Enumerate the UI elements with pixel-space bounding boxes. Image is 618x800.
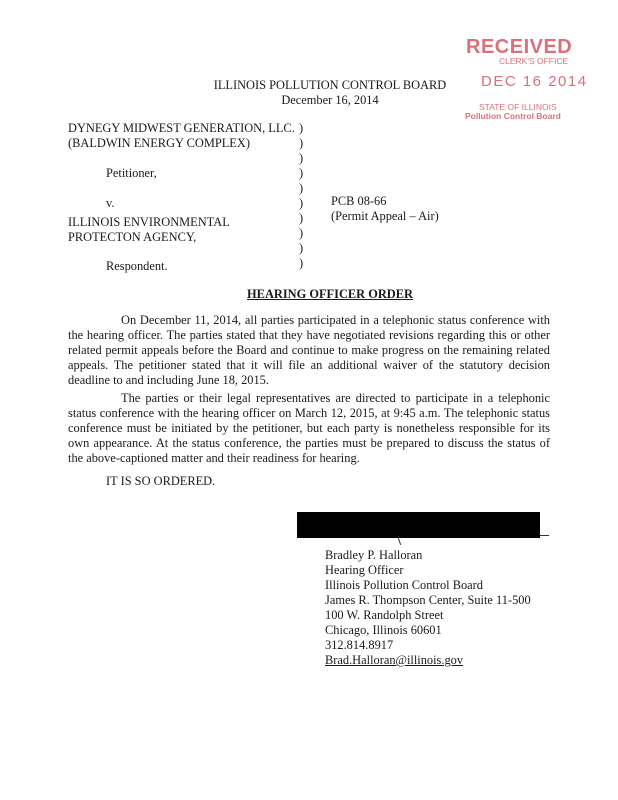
petitioner-role: Petitioner, <box>106 166 157 180</box>
signer-organization: Illinois Pollution Control Board <box>325 578 483 592</box>
paragraph-2-text: The parties or their legal representatives are directed to participate in a telephonic status conference with the hearing officer on March 12, 2015, at 9:45 a.m. The telephonic status conference must be initiated by the petitioner, but each party is nonetheless responsible for its own appearance. At the status conference, the parties must be prepared to discuss the status of the above-captioned matter and their readiness for hearing. <box>68 391 550 465</box>
paren: ) <box>299 211 304 225</box>
paren: ) <box>299 121 304 135</box>
paragraph-1-text: On December 11, 2014, all parties participated in a telephonic status conference with the hearing officer. The parties stated that they have negotiated revisions regarding this or other related permit appeals before the Board and continue to make progress on the remaining related appeals. The petitioner stated that it will file an additional waiver of the statutory decision deadline to and including June 18, 2015. <box>68 313 550 387</box>
paren: ) <box>299 256 304 270</box>
order-title: HEARING OFFICER ORDER <box>247 287 413 301</box>
signer-address-line1: James R. Thompson Center, Suite 11-500 <box>325 593 531 607</box>
signer-address-line2: 100 W. Randolph Street <box>325 608 444 622</box>
agency-heading: ILLINOIS POLLUTION CONTROL BOARD <box>213 78 447 92</box>
signer-name: Bradley P. Halloran <box>325 548 423 562</box>
received-stamp-board: Pollution Control Board <box>465 111 561 121</box>
order-date: December 16, 2014 <box>281 93 379 107</box>
closing-statement: IT IS SO ORDERED. <box>106 474 216 488</box>
signature-line <box>540 535 549 536</box>
paren: ) <box>299 196 304 210</box>
respondent-name-line1: ILLINOIS ENVIRONMENTAL <box>68 215 230 229</box>
signer-phone: 312.814.8917 <box>325 638 394 652</box>
paren: ) <box>299 241 304 255</box>
paren: ) <box>299 136 304 150</box>
petitioner-name-line1: DYNEGY MIDWEST GENERATION, LLC. <box>68 121 295 135</box>
versus-label: v. <box>106 196 115 210</box>
received-stamp-office: CLERK'S OFFICE <box>499 56 569 66</box>
signature-tick <box>398 538 401 545</box>
caption-parentheses <box>299 121 307 271</box>
order-paragraph-2 <box>68 391 550 466</box>
respondent-role: Respondent. <box>106 259 168 273</box>
received-stamp-state: STATE OF ILLINOIS <box>479 102 557 112</box>
case-number: PCB 08-66 <box>331 194 387 208</box>
respondent-name-line2: PROTECTON AGENCY, <box>68 230 197 244</box>
signer-title: Hearing Officer <box>325 563 404 577</box>
paren: ) <box>299 181 304 195</box>
received-stamp-date: DEC 16 2014 <box>481 73 588 90</box>
paren: ) <box>299 151 304 165</box>
paren: ) <box>299 166 304 180</box>
case-type: (Permit Appeal – Air) <box>331 209 439 223</box>
received-stamp-title: RECEIVED <box>466 36 573 58</box>
signer-city: Chicago, Illinois 60601 <box>325 623 442 637</box>
signer-email-link[interactable]: Brad.Halloran@illinois.gov <box>325 653 464 667</box>
redacted-signature <box>297 512 540 538</box>
petitioner-name-line2: (BALDWIN ENERGY COMPLEX) <box>68 136 250 150</box>
paren: ) <box>299 226 304 240</box>
order-paragraph-1 <box>68 313 550 388</box>
